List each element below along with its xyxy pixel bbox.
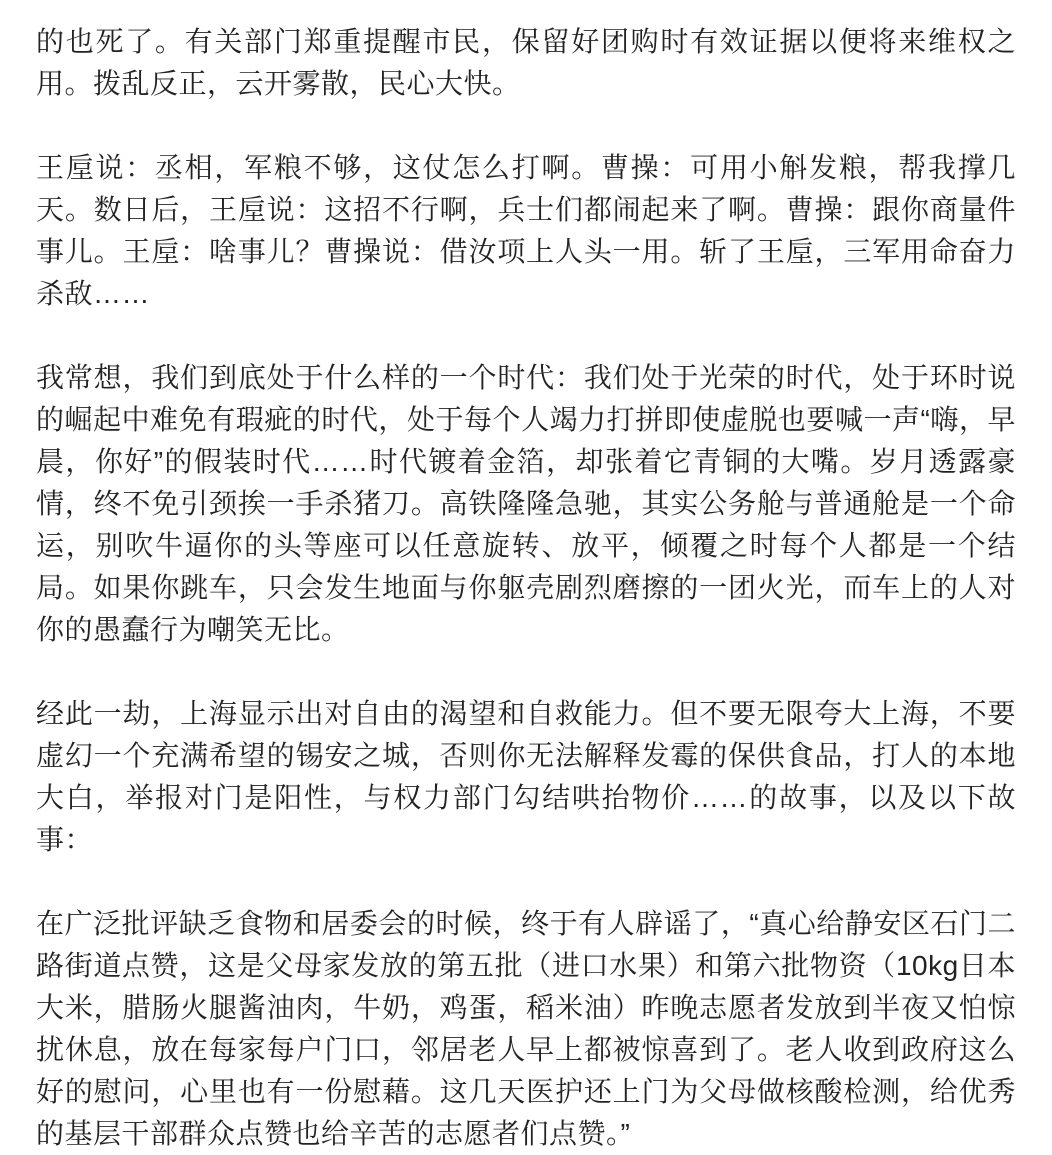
paragraph: 在广泛批评缺乏食物和居委会的时候，终于有人辟谣了，“真心给静安区石门二路街道点赞，这是父母家发放的第五批（进口水果）和第六批物资（10kg日本大米，腊肠火腿酱油肉，牛奶，鸡蛋，稻米油）昨晚志愿者发放到半夜又怕惊扰休息，放在每家每户门口，邻居老人早上都被惊喜到了。老人收到政府这么好的慰问，心里也有一份慰藉。这几天医护还上门为父母做核酸检测，给优秀的基层干部群众点赞也给辛苦的志愿者们点赞。” (36, 908, 1016, 1149)
paragraph: 经此一劫，上海显示出对自由的渴望和自救能力。但不要无限夸大上海，不要虚幻一个充满希望的锡安之城，否则你无法解释发霉的保供食品，打人的本地大白，举报对门是阳性，与权力部门勾结哄抬物价……的故事，以及以下故事： (36, 698, 1016, 855)
paragraph: 我常想，我们到底处于什么样的一个时代：我们处于光荣的时代，处于环时说的崛起中难免有瑕疵的时代，处于每个人竭力打拼即使虚脱也要喊一声“嗨，早晨，你好”的假装时代……时代镀着金箔，却张着它青铜的大嘴。岁月透露豪情，终不免引颈挨一手杀猪刀。高铁隆隆急驰，其实公务舱与普通舱是一个命运，别吹牛逼你的头等座可以任意旋转、放平，倾覆之时每个人都是一个结局。如果你跳车，只会发生地面与你躯壳剧烈磨擦的一团火光，而车上的人对你的愚蠢行为嘲笑无比。 (36, 362, 1016, 645)
paragraph: 的也死了。有关部门郑重提醒市民，保留好团购时有效证据以便将来维权之用。拨乱反正，云开雾散，民心大快。 (36, 26, 1016, 99)
paragraph: 王垕说：丞相，军粮不够，这仗怎么打啊。曹操：可用小斛发粮，帮我撑几天。数日后，王垕说：这招不行啊，兵士们都闹起来了啊。曹操：跟你商量件事儿。王垕：啥事儿？曹操说：借汝项上人头一用。斩了王垕，三军用命奋力杀敌…… (36, 152, 1016, 309)
